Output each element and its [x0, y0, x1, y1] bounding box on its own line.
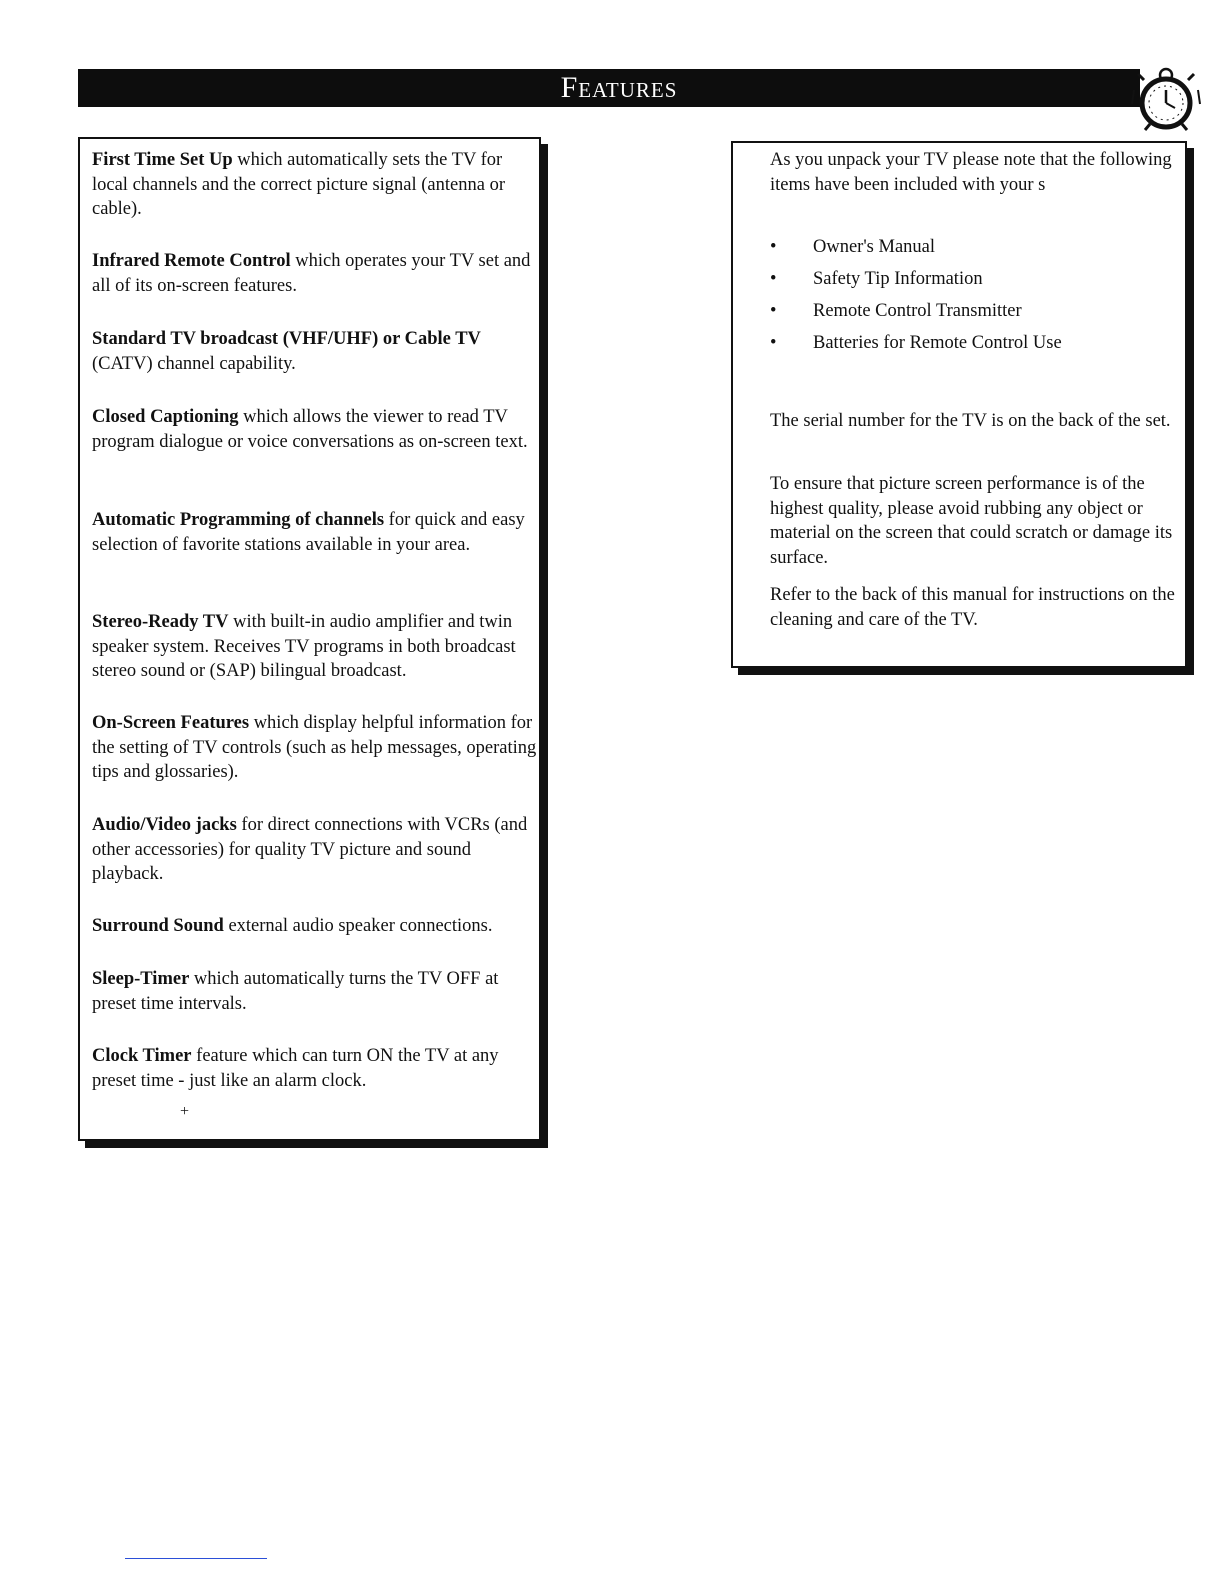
feature-automatic-programming: Automatic Programming of channels for quick and easy selection of favorite stations available in your area. [92, 510, 525, 555]
list-item: • Safety Tip Information [770, 267, 1062, 299]
feature-surround-sound: Surround Sound external audio speaker connections. [92, 916, 493, 936]
feature-audio-video-jacks: Audio/Video jacks for direct connections with VCRs (and other accessories) for quality TV picture and sound playback. [92, 815, 528, 884]
section-header-bar [78, 69, 1140, 107]
list-item: • Batteries for Remote Control Use [770, 331, 1062, 363]
feature-stereo-ready: Stereo-Ready TV with built-in audio amplifier and twin speaker system. Receives TV programs in both broadcast stereo sound or (SAP) bilingual broadcast. [92, 612, 516, 681]
feature-closed-captioning: Closed Captioning which allows the viewer to read TV program dialogue or voice conversations as on-screen text. [92, 407, 528, 452]
unpack-intro: As you unpack your TV please note that the following items have been included with your s [770, 150, 1172, 195]
included-items-list [770, 235, 1062, 363]
feature-first-time-set-up: First Time Set Up which automatically sets the TV for local channels and the correct picture signal (antenna or cable). [92, 150, 505, 219]
alarm-clock-icon [1130, 66, 1202, 132]
scan-mark: + [180, 1103, 190, 1120]
unpack-info-box [731, 141, 1187, 668]
features-box [78, 137, 541, 1141]
divider-line [125, 1558, 267, 1559]
feature-broadcast-capability: Standard TV broadcast (VHF/UHF) or Cable TV (CATV) channel capability. [92, 329, 481, 374]
cleaning-reference-note: Refer to the back of this manual for instructions on the cleaning and care of the TV. [770, 585, 1175, 630]
list-item: • Owner's Manual [770, 235, 1062, 267]
feature-clock-timer: Clock Timer feature which can turn ON the TV at any preset time - just like an alarm clock. [92, 1046, 499, 1091]
serial-number-note: The serial number for the TV is on the back of the set. [770, 411, 1171, 431]
page-title: Features [560, 71, 678, 104]
feature-on-screen: On-Screen Features which display helpful information for the setting of TV controls (such as help messages, operating tips and glossaries). [92, 713, 537, 782]
list-item: • Remote Control Transmitter [770, 299, 1062, 331]
feature-sleep-timer: Sleep-Timer which automatically turns the TV OFF at preset time intervals. [92, 969, 499, 1014]
screen-care-note: To ensure that picture screen performance is of the highest quality, please avoid rubbing any object or material on the screen that could scratch or damage its surface. [770, 474, 1173, 568]
feature-infrared-remote: Infrared Remote Control which operates your TV set and all of its on-screen features. [92, 251, 531, 296]
